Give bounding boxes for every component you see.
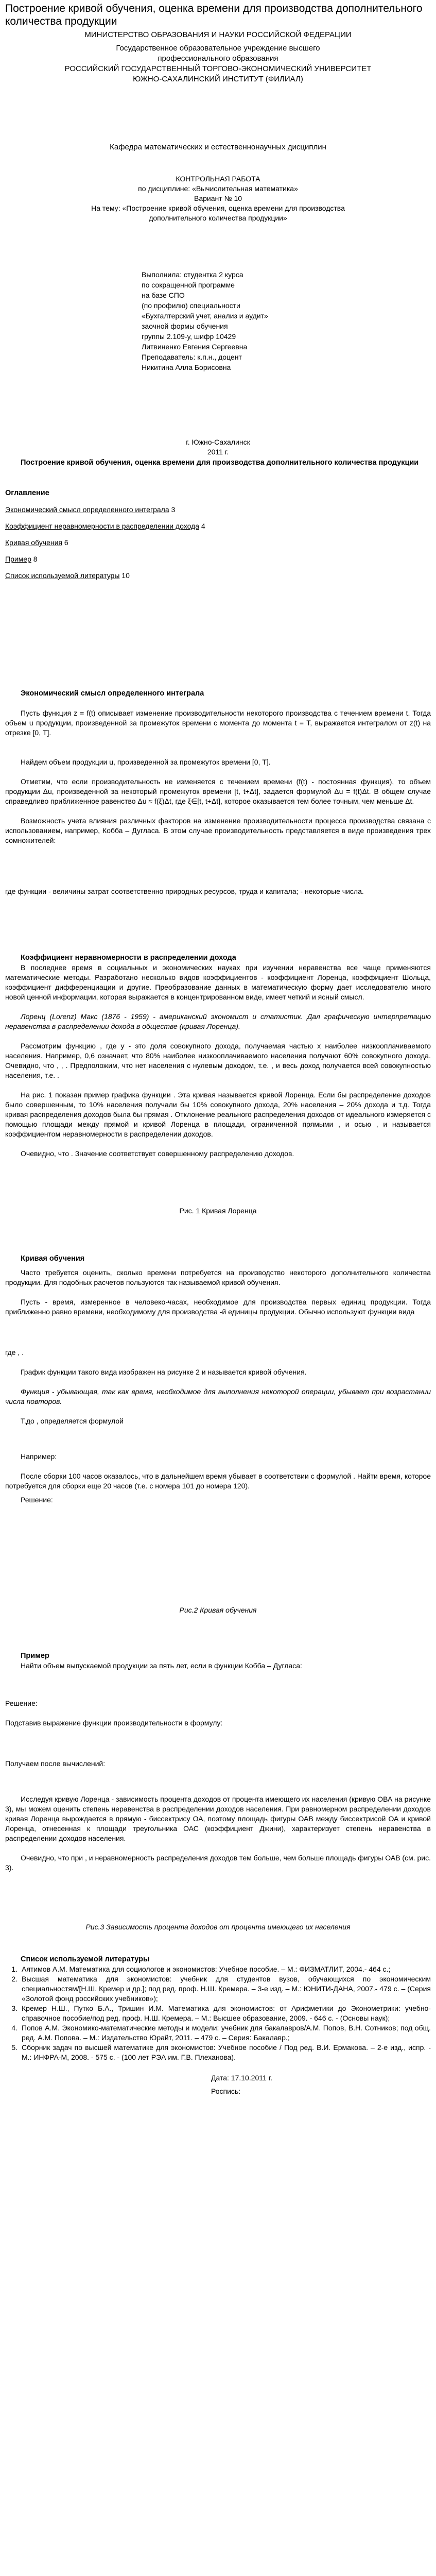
paragraph: Рассмотрим функцию , где у - это доля совокупного дохода, получаемая частью x наиболее низкооплачиваемого населения. Например, 0,6 означает, что 80% наиболее низкооплачиваемого населения получают 60% совокупного дохода. Очевидно, что , , . Предположим, что нет населения с нулевым доходом, т.е. , и весь доход получается всей совокупностью населения, т.е. . xyxy=(5,1042,431,1079)
student-line: по сокращенной программе xyxy=(142,281,235,289)
paragraph: Исследуя кривую Лоренца - зависимость процента доходов от процента имеющего их населения (кривую ОВА на рисунке 3), мы можем оценить степень неравенства в распределении доходов населения. При равномерном распределении доходов кривая Лоренца вырождается в прямую - биссектрису ОА, поэтому площадь фигуры ОАВ между биссектрисой ОА и кривой Лоренца, отнесенная к площади треугольника ОАС (коэффициент Джини), характеризует степень неравенства в распределении доходов населения. xyxy=(5,1795,431,1842)
toc-link[interactable]: Пример xyxy=(5,555,31,563)
student-line: группы 2.109-у, шифр 10429 xyxy=(142,332,236,341)
paragraph: На рис. 1 показан пример графика функции . Эта кривая называется кривой Лоренца. Если бы распределение доходов было совершенным, то 10% населения получали бы 10% совокупного дохода, 20% населения – 20% дохода и т.д. Тогда кривая распределения доходов была бы прямая . Отклонение реального распределения доходов от идеального измеряется с помощью площади между прямой и кривой Лоренца в площади, ограниченной прямыми , и осью , и называется коэффициентом неравномерности в распределении доходов. xyxy=(5,1091,431,1138)
toc-item xyxy=(5,504,431,515)
toc-link[interactable]: Список используемой литературы xyxy=(5,571,120,580)
toc-link[interactable]: Кривая обучения xyxy=(5,538,63,547)
paragraph: После сборки 100 часов оказалось, что в дальнейшем время убывает в соответствии с формулой . Найти время, которое потребуется для сборки еще 20 часов (т.е. с номера 101 до номера 120). xyxy=(5,1472,431,1490)
references-list xyxy=(5,1964,431,2062)
figure-caption-2: Рис.2 Кривая обучения xyxy=(179,1606,257,1614)
student-line: заочной формы обучения xyxy=(142,322,228,330)
document-title: Построение кривой обучения, оценка времени для производства дополнительного количества продукции xyxy=(5,3,423,27)
work-topic-line-1: На тему: «Построение кривой обучения, оценка времени для производства xyxy=(91,204,345,212)
toc-heading: Оглавление xyxy=(5,489,49,497)
toc-item xyxy=(5,554,431,564)
paragraph: где , . xyxy=(5,1348,24,1357)
institution-type-line-1: Государственное образовательное учреждение высшего xyxy=(116,44,320,53)
paragraph: Лоренц (Lorenz) Макс (1876 - 1959) - американский экономист и статистик. Дал графическую интерпретацию неравенства в распределении дохода в обществе (кривая Лоренца). xyxy=(5,1012,431,1030)
toc-page: 4 xyxy=(201,522,205,530)
paragraph: Отметим, что если производительность не изменяется с течением времени (f(t) - постоянная функция), то объем продукции Δu, произведенной за некоторый промежуток времени [t, t+Δt], задается формулой Δu = f(t)Δt. В общем случае справедливо приближенное равенство Δu ≈ f(ξ)Δt, где ξ∈[t, t+Δt], которое оказывается тем более точным, чем меньше Δt. xyxy=(5,777,431,805)
student-line: на базе СПО xyxy=(142,291,185,299)
student-line: Литвиненко Евгения Сергеевна xyxy=(142,343,248,351)
toc-item xyxy=(5,537,431,548)
university-name: РОССИЙСКИЙ ГОСУДАРСТВЕННЫЙ ТОРГОВО-ЭКОНОМИЧЕСКИЙ УНИВЕРСИТЕТ xyxy=(64,64,372,73)
paragraph: где функции - величины затрат соответственно природных ресурсов, труда и капитала; - некоторые числа. xyxy=(5,887,364,895)
paragraph: В последнее время в социальных и экономических науках при изучении неравенства все чаще применяются математические методы. Разработано несколько видов коэффициентов - коэффициент Лоренца, коэффициент Шольца, коэффициент дифференциации и другие. Преобразование данных в математическую форму дает исследователю много новой ценной информации, которая выражается в концентрированном виде, имеет четкий и ясный смысл. xyxy=(5,963,431,1001)
student-line: Преподаватель: к.п.н., доцент xyxy=(142,353,242,361)
reference-item: 2. Высшая математика для экономистов: учебник для студентов вузов, обучающихся по экономическим специальностям/[Н.Ш. Кремер и др.]; под ред. проф. Н.Ш. Кремера. – 3-е изд. – М.: ЮНИТИ-ДАНА, 2007.- 479 с. – (Серия «Золотой фонд российских учебников»); xyxy=(20,1974,431,2004)
table-of-contents xyxy=(5,504,431,581)
title-repeat: Построение кривой обучения, оценка времени для производства дополнительного количества продукции xyxy=(21,459,419,467)
section-heading-example: Пример xyxy=(21,1652,49,1660)
toc-page: 8 xyxy=(33,555,38,563)
student-line: Выполнила: студентка 2 курса xyxy=(142,270,243,279)
paragraph: Очевидно, что при , и неравномерность распределения доходов тем больше, чем больше площадь фигуры ОАВ (см. рис. 3). xyxy=(5,1854,431,1872)
city: г. Южно-Сахалинск xyxy=(186,438,250,446)
paragraph: Найдем объем продукции u, произведенной за промежуток времени [0, T]. xyxy=(21,758,271,766)
student-line: Никитина Алла Борисовна xyxy=(142,363,231,371)
paragraph: Т.до , определяется формулой xyxy=(21,1417,124,1425)
paragraph: Часто требуется оценить, сколько времени потребуется на производство некоторого дополнительного количества продукции. Для подобных расчетов пользуются так называемой кривой обучения. xyxy=(5,1268,431,1286)
toc-item xyxy=(5,521,431,531)
paragraph: Получаем после вычислений: xyxy=(5,1759,106,1768)
paragraph: Возможность учета влияния различных факторов на изменение производительности процесса производства связана с использованием, например, Кобба – Дугласа. В этом случае производительность представляется в виде произведения трех сомножителей: xyxy=(5,817,431,844)
section-heading-lorenz: Коэффициент неравномерности в распределении дохода xyxy=(21,954,236,962)
paragraph: Функция - убывающая, так как время, необходимое для выполнения некоторой операции, убывает при возрастании числа повторов. xyxy=(5,1387,431,1405)
work-topic-line-2: дополнительного количества продукции» xyxy=(149,214,287,222)
figure-caption-text: Рис. 1 Кривая Лоренца xyxy=(179,1207,257,1215)
paragraph: Решение: xyxy=(21,1496,53,1504)
section-heading-learning-curve: Кривая обучения xyxy=(21,1255,85,1263)
signature-field: Роспись: xyxy=(211,2087,241,2095)
institution-type-line-2: профессионального образования xyxy=(158,54,278,63)
toc-item xyxy=(5,570,431,581)
student-info xyxy=(142,269,431,372)
figure-caption-1 xyxy=(5,1206,431,1216)
section-heading-integral: Экономический смысл определенного интеграла xyxy=(21,689,204,698)
paragraph: Например: xyxy=(21,1452,57,1461)
paragraph: Подставив выражение функции производительности в формулу: xyxy=(5,1719,223,1727)
work-discipline: по дисциплине: «Вычислительная математика» xyxy=(138,184,298,193)
paragraph: Решение: xyxy=(5,1699,38,1707)
references-heading: Список используемой литературы xyxy=(21,1955,150,1963)
toc-page: 6 xyxy=(64,538,68,547)
paragraph: Найти объем выпускаемой продукции за пять лет, если в функции Кобба – Дугласа: xyxy=(21,1662,302,1670)
reference-item: 3. Кремер Н.Ш., Путко Б.А., Тришин И.М. Математика для экономистов: от Арифметики до Эконометрики: учебно-справочное пособие/под ред. проф. Н.Ш. Кремера. – М.: Высшее образование, 2009. - 646 с. - (Основы наук); xyxy=(20,2004,431,2023)
paragraph: График функции такого вида изображен на рисунке 2 и называется кривой обучения. xyxy=(21,1368,307,1376)
toc-page: 3 xyxy=(171,505,176,514)
paragraph: Пусть функция z = f(t) описывает изменение производительности некоторого производства с течением времени t. Тогда объем u продукции, произведенной за промежуток времени с момента до момента t = T, выражается интегралом от z(t) на отрезке [0, T]. xyxy=(5,709,431,737)
ministry-name: МИНИСТЕРСТВО ОБРАЗОВАНИЯ И НАУКИ РОССИЙСКОЙ ФЕДЕРАЦИИ xyxy=(84,30,352,39)
toc-page: 10 xyxy=(121,571,130,580)
student-line: (по профилю) специальности xyxy=(142,301,240,310)
figure-caption-3: Рис.3 Зависимость процента доходов от процента имеющего их населения xyxy=(85,1923,351,1931)
reference-item: 4. Попов А.М. Экономико-математические методы и модели: учебник для бакалавров/А.М. Попов, В.Н. Сотников; под общ. ред. А.М. Попова. – М.: Издательство Юрайт, 2011. – 479 с. – Серия: Бакалавр.; xyxy=(20,2023,431,2043)
reference-item: 5. Сборник задач по высшей математике для экономистов: Учебное пособие / Под ред. В.И. Ермакова. – 2-е изд., испр. - М.: ИНФРА-М, 2008. - 575 с. - (100 лет РЭА им. Г.В. Плеханова). xyxy=(20,2043,431,2062)
work-variant: Вариант № 10 xyxy=(194,194,242,202)
student-line: «Бухгалтерский учет, анализ и аудит» xyxy=(142,312,268,320)
paragraph: Очевидно, что . Значение соответствует совершенному распределению доходов. xyxy=(21,1149,294,1158)
department-name: Кафедра математических и естественнонаучных дисциплин xyxy=(110,143,326,151)
year: 2011 г. xyxy=(207,448,229,456)
toc-link[interactable]: Коэффициент неравномерности в распределении дохода xyxy=(5,522,200,530)
reference-item: 1. Аятимов А.М. Математика для социологов и экономистов: Учебное пособие. – М.: ФИЗМАТЛИТ, 2004.- 464 с.; xyxy=(20,1964,431,1974)
branch-name: ЮЖНО-САХАЛИНСКИЙ ИНСТИТУТ (ФИЛИАЛ) xyxy=(133,75,303,83)
toc-link[interactable]: Экономический смысл определенного интеграла xyxy=(5,505,169,514)
work-type: КОНТРОЛЬНАЯ РАБОТА xyxy=(176,175,260,183)
paragraph: Пусть - время, измеренное в человеко-часах, необходимое для производства первых единиц продукции. Тогда приближенно равно времени, необходимому для производства -й единицы продукции. Обычно используют функции вида xyxy=(5,1298,431,1316)
signature-date: Дата: 17.10.2011 г. xyxy=(211,2074,272,2082)
